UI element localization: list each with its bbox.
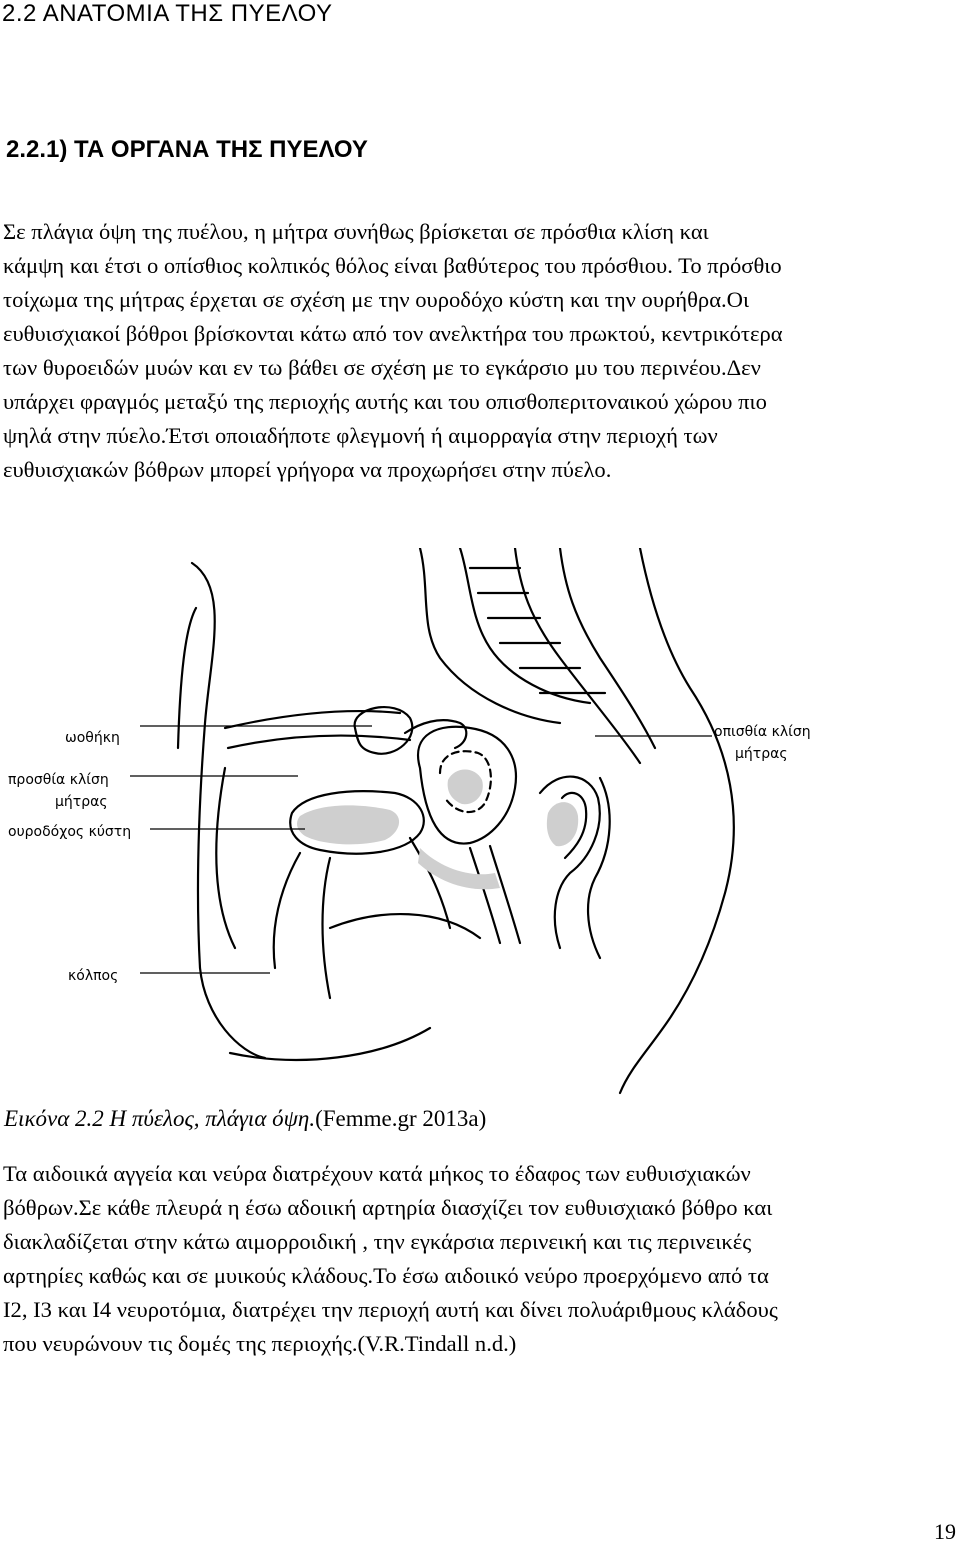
label-anterior-tilt: προσθία κλίση (8, 772, 109, 788)
paragraph-pelvic-organs (3, 215, 960, 487)
spine-outline (192, 563, 265, 1058)
paragraph-line: ψηλά στην πύελο.Έτσι οποιαδήποτε φλεγμονή ή αιμορραγία στην περιοχή των (3, 423, 718, 448)
paragraph-line: τοίχωμα της μήτρας έρχεται σε σχέση με την ουροδόχο κύστη και την ουρήθρα.Οι (3, 287, 750, 312)
caption-text: Εικόνα 2.2 Η πύελος, πλάγια όψη. (4, 1106, 316, 1131)
label-anterior-tilt-uterus: μήτρας (55, 794, 108, 810)
paragraph-line: διακλαδίζεται στην κάτω αιμορροιδική , την εγκάρσια περινεική και τις περινεικές (3, 1229, 752, 1254)
subsection-title: 2.2.1) ΤΑ ΟΡΓΑΝΑ ΤΗΣ ΠΥΕΛΟΥ (6, 136, 368, 163)
paragraph-line: βόθρων.Σε κάθε πλευρά η έσω αδοιική αρτηρία διασχίζει τον ευθυισχιακό βόθρο και (3, 1195, 773, 1220)
label-vagina: κόλπος (68, 968, 119, 984)
paragraph-line: Τα αιδοιικά αγγεία και νεύρα διατρέχουν κατά μήκος το έδαφος των ευθυισχιακών (3, 1161, 751, 1186)
paragraph-line: αρτηρίες καθώς και σε μυικούς κλάδους.Το έσω αιδοιικό νεύρο προερχόμενο από τα (3, 1263, 769, 1288)
paragraph-vessels-nerves (3, 1157, 960, 1361)
paragraph-line: Ι2, Ι3 και Ι4 νευροτόμια, διατρέχει την περιοχή αυτή και δίνει πολυάριθμους κλάδους (3, 1297, 778, 1322)
paragraph-line: Σε πλάγια όψη της πυέλου, η μήτρα συνήθως βρίσκεται σε πρόσθια κλίση και (3, 219, 709, 244)
caption-source: (Femme.gr 2013a) (315, 1106, 487, 1131)
paragraph-line: κάμψη και έτσι ο οπίσθιος κολπικός θόλος είναι βαθύτερος του πρόσθιου. Το πρόσθιο (3, 253, 782, 278)
paragraph-line: υπάρχει φραγμός μεταξύ της περιοχής αυτής και του οπισθοπεριτοναικού χώρου πιο (3, 389, 767, 414)
paragraph-line: των θυροειδών μυών και εν τω βάθει σε σχέση με το εγκάρσιο μυ του περινέου.Δεν (3, 355, 761, 380)
paragraph-line: ευθυισχιακών βόθρων μπορεί γρήγορα να προχωρήσει στην πύελο. (3, 457, 612, 482)
back-outline (620, 548, 734, 1093)
figure-caption (4, 1106, 486, 1132)
paragraph-line: ευθυισχιακοί βόθροι βρίσκονται κάτω από τον ανελκτήρα του πρωκτού, κεντρικότερα (3, 321, 783, 346)
paragraph-line: που νευρώνουν τις δομές της περιοχής.(V.R.Tindall n.d.) (3, 1331, 517, 1356)
label-bladder: ουροδόχος κύστη (8, 824, 132, 840)
ovary-outline (355, 707, 413, 754)
page-number: 19 (934, 1519, 956, 1544)
label-posterior-tilt-uterus: μήτρας (735, 746, 788, 762)
pelvis-lateral-diagram (0, 548, 960, 1098)
label-posterior-tilt: οπισθία κλίση (714, 724, 811, 740)
section-title: 2.2 ΑΝΑΤΟΜΙΑ ΤΗΣ ΠΥΕΛΟΥ (2, 0, 333, 27)
body-front-outline (178, 608, 196, 748)
label-ovary: ωοθήκη (65, 730, 120, 746)
